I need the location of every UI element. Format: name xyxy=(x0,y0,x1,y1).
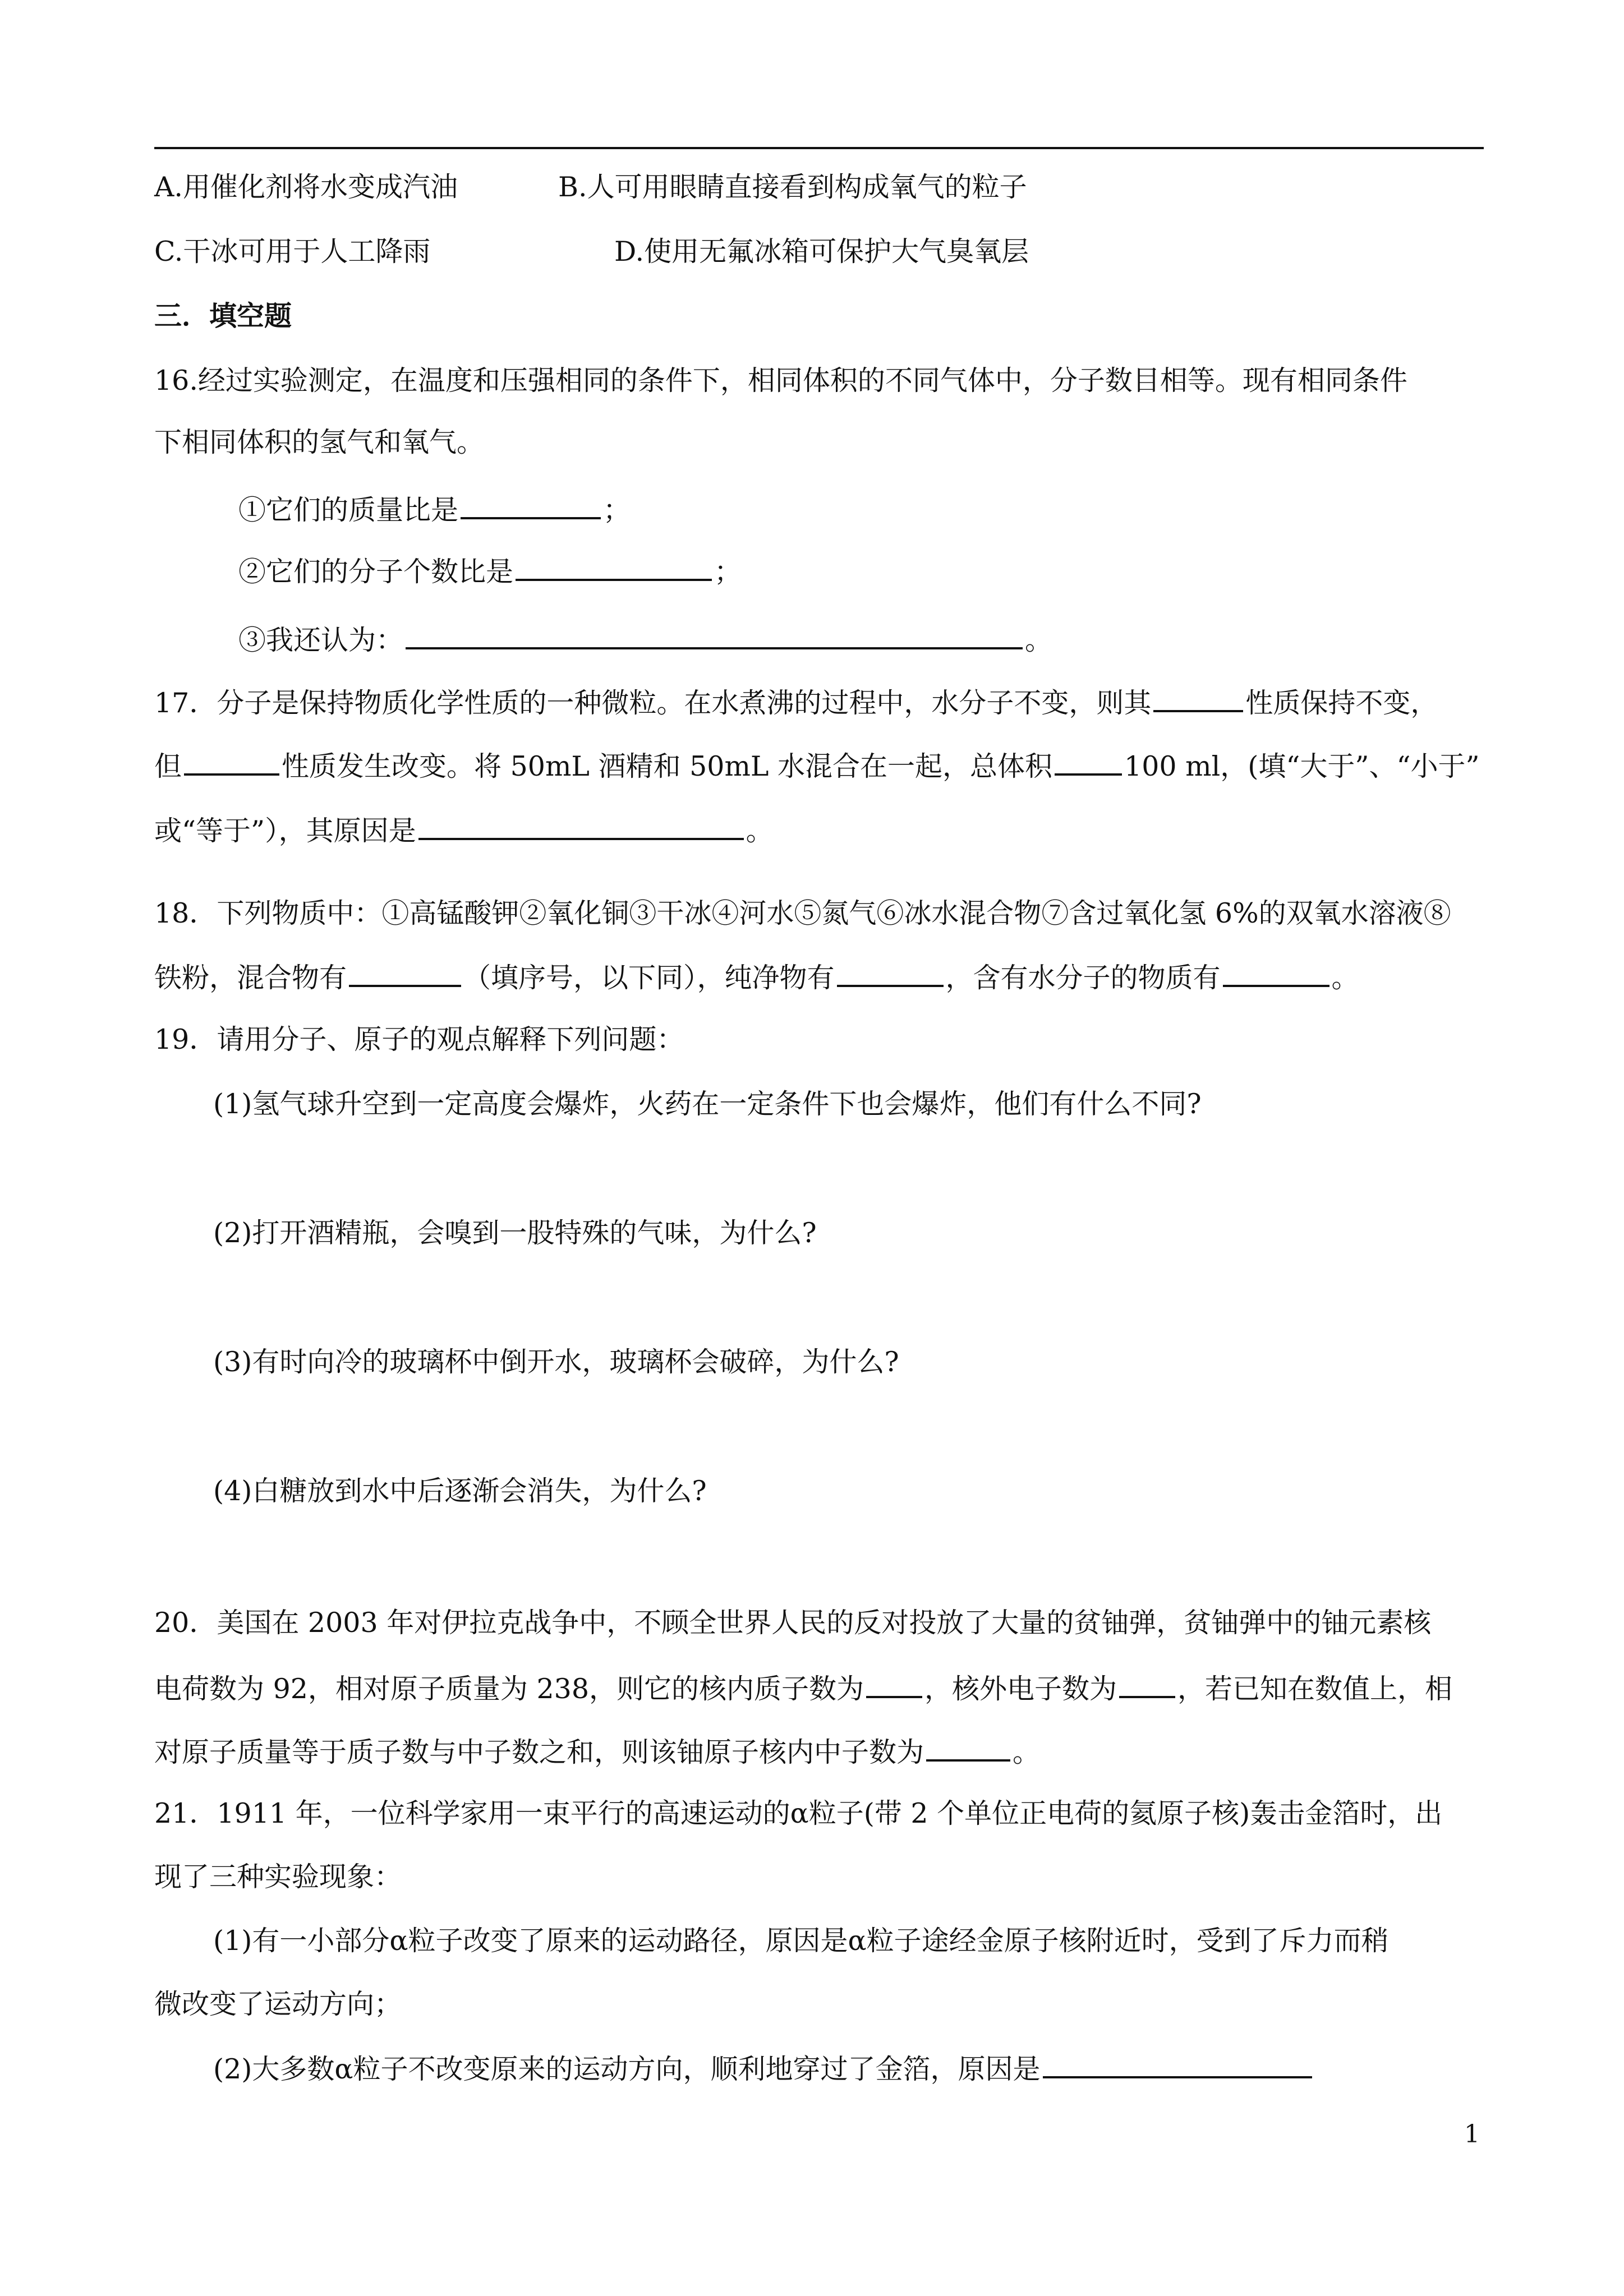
q21-part1-line2: 微改变了运动方向； xyxy=(154,1988,402,2020)
q19-part3: (3)有时向冷的玻璃杯中倒开水，玻璃杯会破碎，为什么? xyxy=(213,1346,899,1378)
q16-line1: 16.经过实验测定，在温度和压强相同的条件下，相同体积的不同气体中，分子数目相等。现有相同条件 xyxy=(154,365,1407,397)
q17-text-1a: 17．分子是保持物质化学性质的一种微粒。在水煮沸的过程中，水分子不变，则其 xyxy=(154,687,1152,719)
q20-text-2c: ，若已知在数值上，相 xyxy=(1177,1673,1453,1705)
q19-stem: 19．请用分子、原子的观点解释下列问题： xyxy=(154,1023,684,1055)
q18-text-2c: ，含有水分子的物质有 xyxy=(945,962,1221,994)
q21-part2-prefix: (2)大多数α粒子不改变原来的运动方向，顺利地穿过了金箔，原因是 xyxy=(213,2053,1041,2085)
q17-blank2[interactable] xyxy=(184,749,279,776)
q16-item2 xyxy=(238,554,742,589)
q17-blank1[interactable] xyxy=(1153,685,1243,712)
q17-line2 xyxy=(154,749,1480,783)
q17-text-2c: 100 ml，(填“大于”、“小于” xyxy=(1124,750,1480,782)
q17-text-3b: 。 xyxy=(746,815,774,847)
q16-item1 xyxy=(238,492,631,527)
q18-line1: 18．下列物质中：①高锰酸钾②氧化铜③干冰④河水⑤氮气⑥冰水混合物⑦含过氧化氢 6%的双氧水溶液⑧ xyxy=(154,897,1451,929)
q20-blank2[interactable] xyxy=(1119,1671,1175,1698)
q18-text-2b: （填序号，以下同），纯净物有 xyxy=(463,962,835,994)
header-rule xyxy=(154,147,1484,149)
q17-blank3[interactable] xyxy=(1055,749,1122,776)
q21-line1: 21．1911 年，一位科学家用一束平行的高速运动的α粒子(带 2 个单位正电荷的氦原子核)轰击金箔时，出 xyxy=(154,1797,1443,1829)
q17-line1 xyxy=(154,685,1438,720)
q16-blank3[interactable] xyxy=(406,623,1023,649)
q18-blank2[interactable] xyxy=(837,960,944,987)
q17-text-3a: 或“等于”），其原因是 xyxy=(154,815,416,847)
q18-line2 xyxy=(154,960,1359,995)
q18-text-2d: 。 xyxy=(1331,962,1359,994)
q20-line1: 20．美国在 2003 年对伊拉克战争中，不顾全世界人民的反对投放了大量的贫铀弹，贫铀弹中的铀元素核 xyxy=(154,1607,1432,1639)
q21-line2: 现了三种实验现象： xyxy=(154,1861,402,1893)
q16-blank2[interactable] xyxy=(516,554,712,581)
q20-line2 xyxy=(154,1671,1452,1706)
q20-text-2a: 电荷数为 92，相对原子质量为 238，则它的核内质子数为 xyxy=(154,1673,864,1705)
q16-item3-suffix: 。 xyxy=(1025,624,1053,656)
page-number: 1 xyxy=(1464,2120,1480,2149)
q16-item3 xyxy=(238,623,1052,657)
q20-blank1[interactable] xyxy=(866,1671,922,1698)
q17-blank4[interactable] xyxy=(418,813,744,840)
q16-item3-prefix: ③我还认为： xyxy=(238,624,404,656)
option-a: A.用催化剂将水变成汽油 xyxy=(154,171,458,203)
q19-part2: (2)打开酒精瓶，会嗅到一股特殊的气味，为什么? xyxy=(213,1217,817,1249)
q20-line3 xyxy=(154,1735,1040,1769)
q17-text-2a: 但 xyxy=(154,750,182,782)
q16-line2: 下相同体积的氢气和氧气。 xyxy=(154,426,485,458)
q17-text-1b: 性质保持不变， xyxy=(1245,687,1438,719)
q16-blank1[interactable] xyxy=(461,492,601,519)
q21-blank1[interactable] xyxy=(1043,2051,1312,2078)
q20-text-3b: 。 xyxy=(1013,1736,1041,1768)
q16-item2-suffix: ； xyxy=(714,556,742,588)
option-b: B.人可用眼睛直接看到构成氧气的粒子 xyxy=(558,171,1027,203)
q21-part1-line1: (1)有一小部分α粒子改变了原来的运动路径，原因是α粒子途经金原子核附近时，受到了斥力而稍 xyxy=(213,1925,1389,1957)
q18-blank3[interactable] xyxy=(1223,960,1329,987)
section-title: 三．填空题 xyxy=(154,300,292,332)
q18-text-2a: 铁粉，混合物有 xyxy=(154,962,347,994)
q21-part2 xyxy=(213,2051,1314,2086)
q20-blank3[interactable] xyxy=(926,1735,1010,1762)
q16-item2-prefix: ②它们的分子个数比是 xyxy=(238,556,514,588)
q19-part4: (4)白糖放到水中后逐渐会消失，为什么? xyxy=(213,1475,707,1507)
q17-line3 xyxy=(154,813,774,848)
option-c: C.干冰可用于人工降雨 xyxy=(154,236,431,268)
q16-item1-suffix: ； xyxy=(603,494,631,526)
q20-text-3a: 对原子质量等于质子数与中子数之和，则该铀原子核内中子数为 xyxy=(154,1736,924,1768)
q17-text-2b: 性质发生改变。将 50mL 酒精和 50mL 水混合在一起，总体积 xyxy=(282,750,1053,782)
q19-part1: (1)氢气球升空到一定高度会爆炸，火药在一定条件下也会爆炸，他们有什么不同? xyxy=(213,1088,1202,1120)
q16-item1-prefix: ①它们的质量比是 xyxy=(238,494,459,526)
option-d: D.使用无氟冰箱可保护大气臭氧层 xyxy=(614,236,1029,268)
q18-blank1[interactable] xyxy=(349,960,461,987)
q20-text-2b: ，核外电子数为 xyxy=(924,1673,1117,1705)
